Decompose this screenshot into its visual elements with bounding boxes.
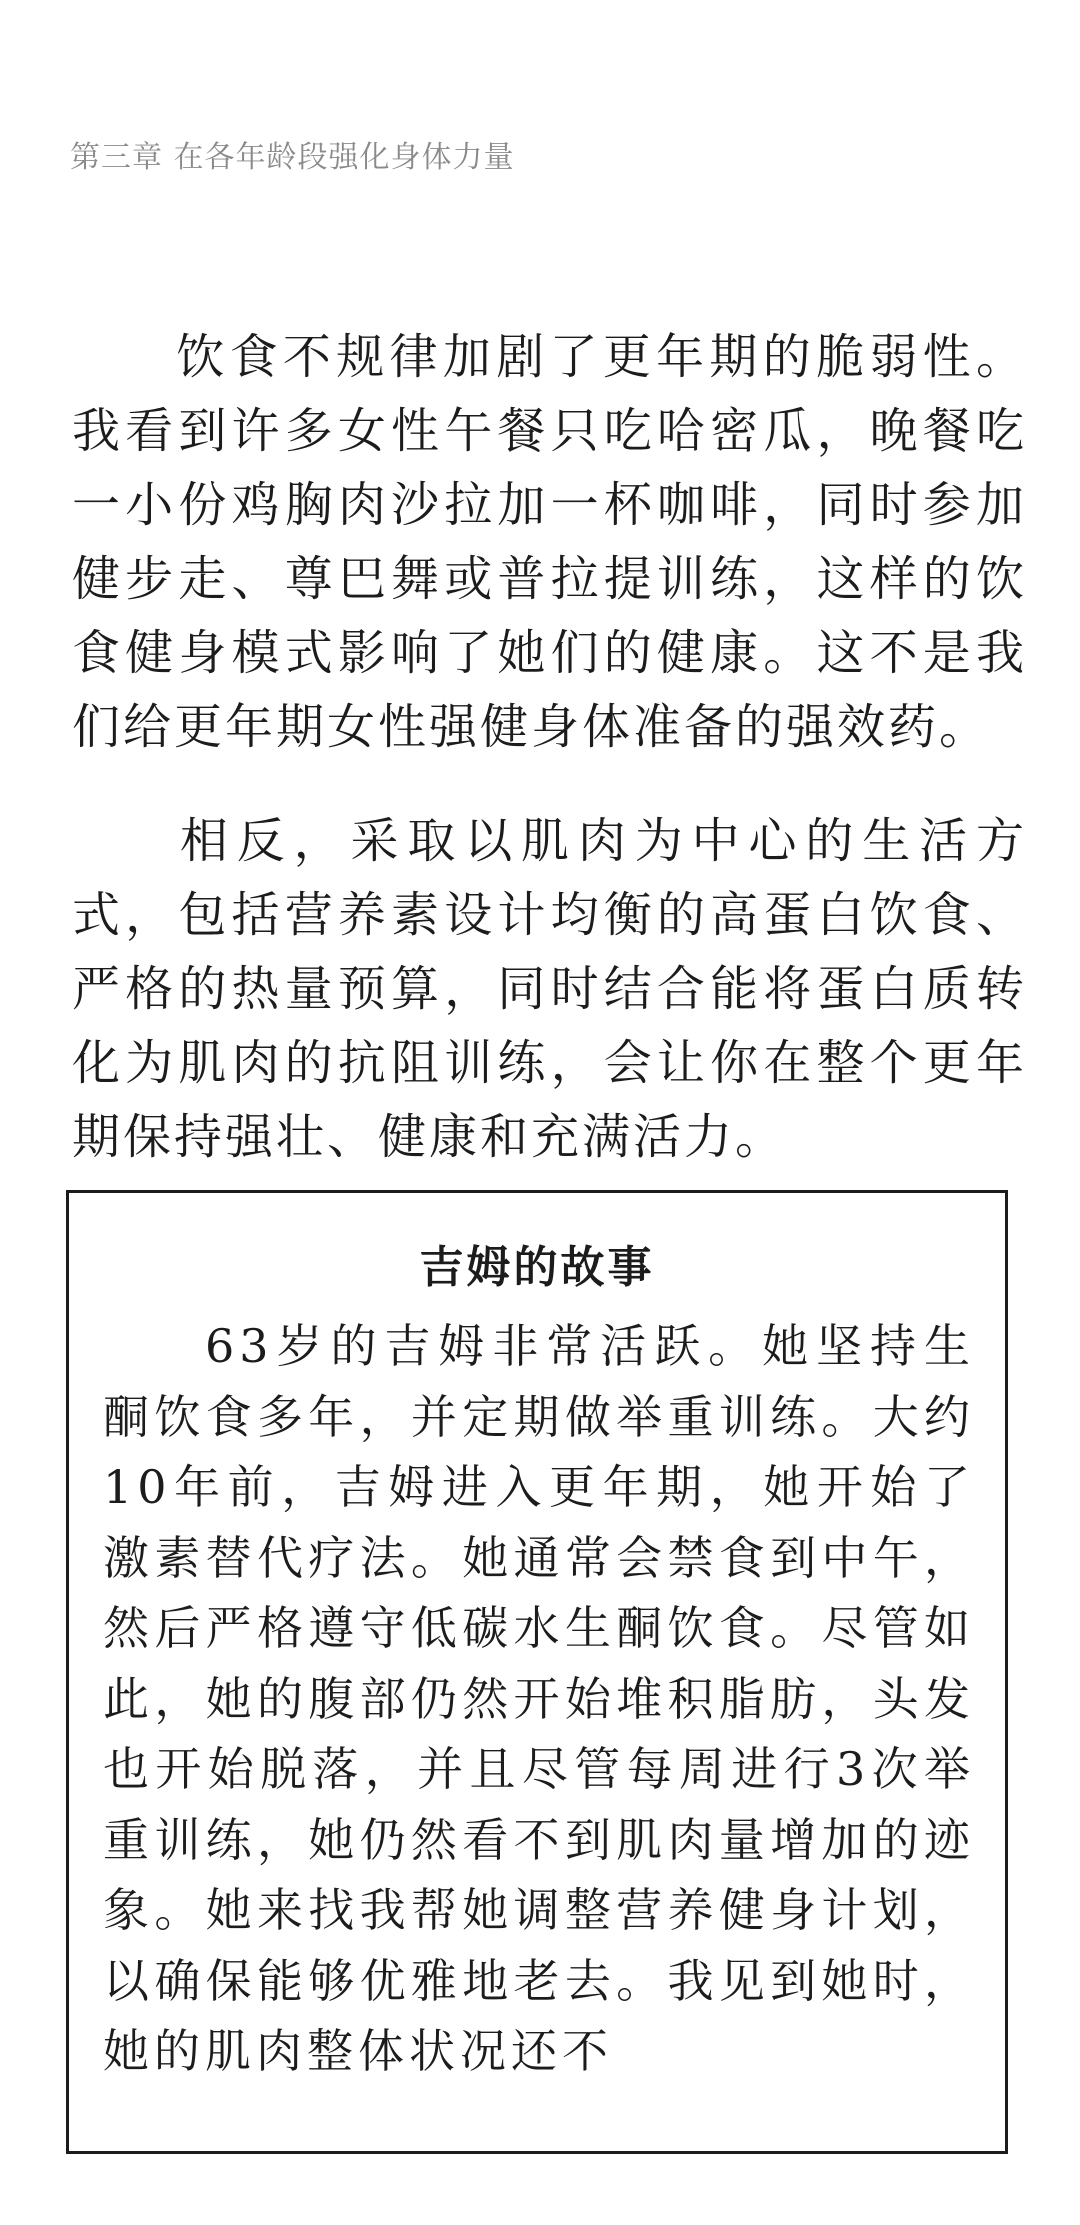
paragraph-text: 相反，采取以肌肉为中心的生活方式，包括营养素设计均衡的高蛋白饮食、严格的热量预算，同时结合能将蛋白质转化为肌肉的抗阻训练，会让你在整个更年期保持强壮、健康和充满活力。 <box>72 813 1027 1165</box>
story-body <box>103 1311 975 2087</box>
chapter-header: 第三章 在各年龄段强化身体力量 <box>70 140 515 175</box>
story-text: 63岁的吉姆非常活跃。她坚持生酮饮食多年，并定期做举重训练。大约10年前，吉姆进入更年期，她开始了激素替代疗法。她通常会禁食到中午，然后严格遵守低碳水生酮饮食。尽管如此，她的腹部仍然开始堆积脂肪，头发也开始脱落，并且尽管每周进行3次举重训练，她仍然看不到肌肉量增加的迹象。她来找我帮她调整营养健身计划，以确保能够优雅地老去。我见到她时，她的肌肉整体状况还不 <box>103 1319 975 2078</box>
paragraph-text: 饮食不规律加剧了更年期的脆弱性。我看到许多女性午餐只吃哈密瓜，晚餐吃一小份鸡胸肉沙拉加一杯咖啡，同时参加健步走、尊巴舞或普拉提训练，这样的饮食健身模式影响了她们的健康。这不是我们给更年期女性强健身体准备的强效药。 <box>72 329 1027 755</box>
paragraph <box>72 320 1027 764</box>
story-title: 吉姆的故事 <box>419 1242 655 1293</box>
story-box <box>66 1190 1008 2154</box>
paragraph <box>72 804 1027 1174</box>
